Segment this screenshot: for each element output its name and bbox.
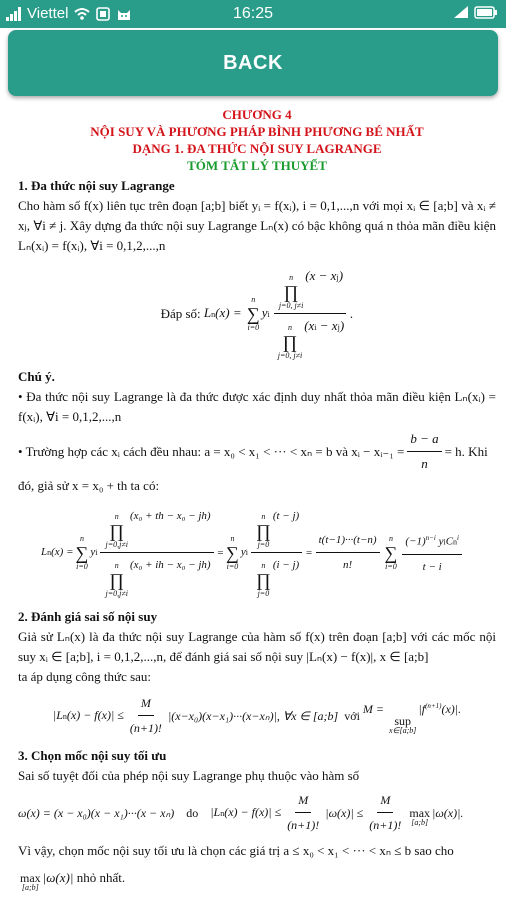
lagrange-formula: Đáp số: Ln(x) = n ∑ i=0 yi n ∏ j=0, j≠i (x − xj) n ∏ j=0, j≠i (xi − xj) . xyxy=(160,268,354,360)
note-1: • Đa thức nội suy Lagrange là đa thức được xác định duy nhất thỏa mãn điều kiện Lₙ(xᵢ) = f(xᵢ), ∀i = 0,1,2,...,n xyxy=(18,389,496,424)
carrier-name: Viettel xyxy=(27,5,69,22)
chapter-heading: CHƯƠNG 4 xyxy=(222,107,292,122)
document xyxy=(18,106,496,895)
note-2-text-b: = h. Khi xyxy=(444,443,488,459)
back-button[interactable]: BACK xyxy=(8,30,498,96)
signal-strength-icon xyxy=(453,5,469,19)
error-formula: |Ln(x) − f(x)| ≤ $\frac{M}{(n+1)!}$ |(x−x₀)(x−x₁)···(x−xₙ)|, ∀x ∈ [a;b] với M = sup x∈[a;b] $|f^{(n+1)}(x)|$. xyxy=(18,693,496,738)
note-title: Chú ý. xyxy=(18,369,55,384)
section-3-conclusion: Vì vậy, chọn mốc nội suy tối ưu là chọn các giá trị a ≤ x₀ < x₁ < ··· < xₙ ≤ b sao cho xyxy=(18,843,454,858)
with-label: với xyxy=(344,708,360,723)
section-3-paragraph: Sai số tuyệt đối của phép nội suy Lagrange phụ thuộc vào hàm số xyxy=(18,768,360,783)
section-3-end: max [a;b] |ω(x)| nhỏ nhất. xyxy=(20,870,126,892)
section-2-paragraph: Giả sử Lₙ(x) là đa thức nội suy Lagrange của hàm số f(x) trên đoạn [a;b] với các mốc nội suy xᵢ ∈ [a;b], i = 0,1,2,...,n, để đánh giá sai số nội suy |Lₙ(x) − f(x)|, x ∈ [a;b] xyxy=(18,629,496,664)
form-title: DẠNG 1. ĐA THỨC NỘI SUY LAGRANGE xyxy=(132,141,382,156)
note-2-text-a: • Trường hợp các xᵢ cách đều nhau: a = x₀ < x₁ < ··· < xₙ = b và xᵢ − xᵢ₋₁ = xyxy=(18,443,405,459)
answer-label: Đáp số: xyxy=(160,305,201,321)
battery-icon xyxy=(474,6,498,19)
omega-formula: ω(x) = (x − x₀)(x − x₁)···(x − xₙ) do |Ln(x) − f(x)| ≤ $\frac{M}{(n+1)!}$ |ω(x)| ≤ $\frac{M}{(n+1)!}$ max [a;b] |ω(x)|. xyxy=(18,790,496,835)
section-3-title: 3. Chọn mốc nội suy tối ưu xyxy=(18,748,167,763)
note-2: • Trường hợp các xᵢ cách đều nhau: a = x₀ < x₁ < ··· < xₙ = b và xᵢ − xᵢ₋₁ = $\frac{b - a}{n}$ = h. Khi xyxy=(18,431,488,471)
section-2-title: 2. Đánh giá sai số nội suy xyxy=(18,609,158,624)
note-2-cont: đó, giả sử x = x₀ + th ta có: xyxy=(18,478,160,493)
summary-title: TÓM TẮT LÝ THUYẾT xyxy=(187,158,327,173)
chapter-title: NỘI SUY VÀ PHƯƠNG PHÁP BÌNH PHƯƠNG BÉ NHẤT xyxy=(90,124,424,139)
clock: 16:25 xyxy=(232,5,274,22)
section-3-end-text: nhỏ nhất. xyxy=(76,870,126,885)
section-2-formula-intro: ta áp dụng công thức sau: xyxy=(18,669,152,684)
status-bar xyxy=(0,0,506,28)
section-1-title: 1. Đa thức nội suy Lagrange xyxy=(18,178,175,193)
status-right xyxy=(453,5,498,19)
do-label: do xyxy=(186,805,199,820)
equidistant-formula: Ln(x) = n ∑ i=0 yi n ∏ j=0,j≠i (x₀ + th − x₀ − jh) n ∏ j=0,j≠i (x₀ + ih − x₀ − jh) = n ∑ i=0 yi n ∏ j=0 (t − j) n ∏ j=0 (i − j) = $\frac{t(t-1)\cdot\cdot\cdot(t-n)}{n!}$ n ∑ i=0 $\frac{(-1)^{n-i} yiCn^i}{t - i}$ xyxy=(10,506,496,599)
section-1-paragraph: Cho hàm số f(x) liên tục trên đoạn [a;b] biết yᵢ = f(xᵢ), i = 0,1,...,n với mọi xᵢ ∈ [a;b] và xᵢ ≠ xⱼ, ∀i ≠ j. Xây dựng đa thức nội suy Lagrange Lₙ(x) có bậc không quá n thỏa mãn điều kiện Lₙ(xᵢ) = f(xᵢ), ∀i = 0,1,2,...,n xyxy=(18,198,496,253)
